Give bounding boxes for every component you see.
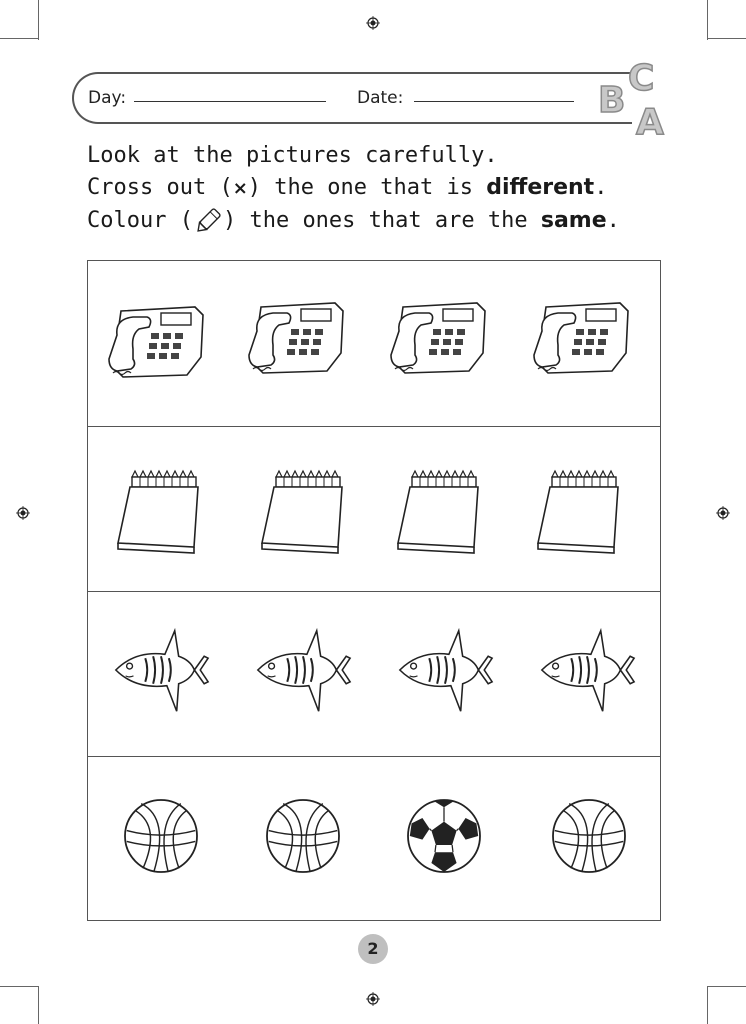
picture-row-telephones <box>88 261 660 427</box>
crop-mark <box>708 986 746 987</box>
instruction-text: ) the ones that are the <box>222 208 541 233</box>
telephone-icon[interactable] <box>523 295 643 385</box>
crayon-box-icon[interactable] <box>100 467 210 557</box>
crop-mark <box>38 986 39 1024</box>
day-date-header <box>72 72 632 124</box>
instruction-line-2 <box>87 172 687 205</box>
fish-icon[interactable] <box>390 620 498 720</box>
date-field[interactable] <box>414 101 574 102</box>
logo-letter-b: B <box>598 80 626 121</box>
volleyball-icon[interactable] <box>116 791 206 881</box>
instruction-text: ) the one that is <box>247 175 487 200</box>
telephone-icon[interactable] <box>380 295 500 385</box>
crop-mark <box>707 986 708 1024</box>
registration-mark-icon <box>716 506 730 520</box>
instruction-text: Colour ( <box>87 208 193 233</box>
instruction-bold-same: same <box>540 208 607 233</box>
crayon-box-icon[interactable] <box>244 467 354 557</box>
crop-mark <box>0 38 38 39</box>
crop-mark <box>707 0 708 40</box>
volleyball-icon[interactable] <box>258 791 348 881</box>
fish-icon[interactable] <box>248 620 356 720</box>
registration-mark-icon <box>366 992 380 1006</box>
volleyball-icon[interactable] <box>544 791 634 881</box>
crop-mark <box>38 0 39 40</box>
registration-mark-icon <box>16 506 30 520</box>
telephone-icon[interactable] <box>98 299 218 389</box>
instruction-line-3 <box>87 205 687 237</box>
abc-logo <box>596 58 676 146</box>
picture-grid <box>87 260 661 921</box>
crayon-box-icon[interactable] <box>520 467 630 557</box>
logo-letter-c: C <box>628 58 655 99</box>
date-label: Date: <box>357 88 404 108</box>
fish-icon[interactable] <box>106 620 214 720</box>
instruction-line-1 <box>87 140 687 172</box>
instruction-bold-different: different <box>486 175 595 200</box>
telephone-icon[interactable] <box>238 295 358 385</box>
registration-mark-icon <box>366 16 380 30</box>
instruction-text: Cross out ( <box>87 175 233 200</box>
fish-icon[interactable] <box>532 620 640 720</box>
instruction-text: . <box>606 208 620 233</box>
instruction-text: . <box>594 175 608 200</box>
day-field[interactable] <box>134 101 326 102</box>
crop-mark <box>708 38 746 39</box>
logo-letter-a: A <box>636 102 664 143</box>
picture-row-balls <box>88 757 660 922</box>
picture-row-fish <box>88 592 660 757</box>
crayon-box-icon[interactable] <box>380 467 490 557</box>
cross-symbol: × <box>232 178 248 199</box>
instructions <box>87 140 687 237</box>
soccer-ball-icon[interactable] <box>399 791 489 881</box>
crayon-icon <box>193 206 223 236</box>
picture-row-crayon-boxes <box>88 427 660 592</box>
crop-mark <box>0 986 38 987</box>
page-number: 2 <box>358 934 388 964</box>
day-label: Day: <box>88 88 127 108</box>
instruction-text: Look at the pictures carefully. <box>87 143 498 168</box>
